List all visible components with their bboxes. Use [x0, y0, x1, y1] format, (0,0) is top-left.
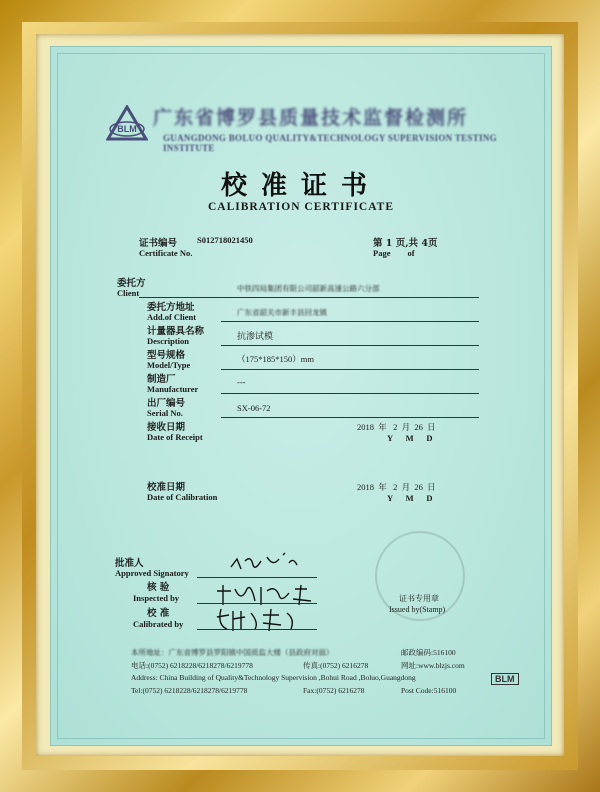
org-name-en: GUANGDONG BOLUO QUALITY&TECHNOLOGY SUPERVISION TESTING INSTITUTE	[163, 133, 497, 153]
approved-line	[197, 577, 317, 578]
title-cn: 校准证书	[220, 171, 381, 201]
calibrated-line	[197, 629, 317, 630]
approved-label-cn: 批准人	[115, 558, 144, 569]
footer-addr-cn: 本所地址：广东省博罗县罗阳镇中国质监大楼（县政府对面）	[131, 648, 334, 657]
footer-post-cn: 邮政编码:516100	[401, 648, 456, 657]
mfr-line	[221, 393, 479, 394]
addr-label-en: Add.of Client	[147, 312, 197, 322]
addr-line	[221, 321, 479, 322]
addr-label-cn: 委托方地址	[147, 302, 195, 313]
blm-logo-icon	[106, 105, 148, 143]
calib-label-en: Date of Calibration	[147, 492, 218, 502]
calibrated-label-cn: 校 准	[147, 608, 170, 619]
receipt-ymd: Y M D	[387, 433, 433, 443]
model-line	[221, 369, 479, 370]
calib-label-cn: 校准日期	[147, 482, 186, 493]
calibrated-signature	[211, 605, 321, 635]
org-name-cn: 广东省博罗县质量技术监督检测所	[153, 107, 469, 129]
serial-label-en: Serial No.	[147, 408, 183, 418]
page-info-en: Page of	[373, 248, 415, 258]
desc-label-en: Description	[147, 336, 190, 346]
desc-line	[221, 345, 479, 346]
calib-ymd: Y M D	[387, 493, 433, 503]
page-info-cn: 第 1 页,共 4页	[373, 238, 438, 249]
serial-value: SX-06-72	[237, 403, 271, 413]
model-value: （175*185*150）mm	[237, 354, 314, 364]
certificate-paper	[50, 46, 552, 746]
mfr-label-cn: 制造厂	[147, 374, 176, 385]
client-line	[139, 297, 479, 298]
cert-no-label-cn: 证书编号	[139, 238, 178, 249]
receipt-value: 2018 年 2 月 26 日	[357, 422, 436, 432]
footer-tel-cn: 电话:(0752) 6218228/6218278/6219778	[131, 661, 253, 670]
inspected-line	[197, 603, 317, 604]
model-label-cn: 型号规格	[147, 350, 186, 361]
addr-value: 广东省韶关市新丰县回龙镇	[237, 308, 327, 317]
calibrated-label-en: Calibrated by	[133, 619, 184, 629]
serial-label-cn: 出厂编号	[147, 398, 186, 409]
footer-web-cn: 网址:www.blzjs.com	[401, 661, 465, 670]
stamp-label-en: Issued by(Stamp)	[389, 605, 446, 614]
serial-line	[221, 417, 479, 418]
client-label-cn: 委托方	[117, 278, 146, 289]
receipt-label-en: Date of Receipt	[147, 432, 203, 442]
footer-fax-en: Fax:(0752) 6216278	[303, 686, 365, 695]
title-en: CALIBRATION CERTIFICATE	[207, 201, 395, 213]
model-label-en: Model/Type	[147, 360, 191, 370]
desc-value: 抗渗试模	[237, 331, 274, 341]
footer-tel-en: Tel:(0752) 6218228/6218278/6219778	[131, 686, 248, 695]
client-label-en: Client	[117, 288, 140, 298]
approved-label-en: Approved Signatory	[115, 568, 189, 578]
stamp-label-cn: 证书专用章	[399, 594, 439, 603]
mfr-label-en: Manufacturer	[147, 384, 199, 394]
footer-fax-cn: 传真:(0752) 6216278	[303, 661, 369, 670]
receipt-label-cn: 接收日期	[147, 422, 186, 433]
mfr-value: ---	[237, 377, 246, 387]
footer-blm-badge: BLM	[491, 673, 519, 685]
cert-no-label-en: Certificate No.	[139, 248, 193, 258]
inspected-label-cn: 核 验	[147, 582, 170, 593]
client-value: 中铁四局集团有限公司韶新高速公路六分部	[237, 284, 380, 293]
desc-label-cn: 计量器具名称	[147, 326, 205, 337]
inspected-label-en: Inspected by	[133, 593, 180, 603]
approved-signature	[227, 547, 307, 577]
calib-value: 2018 年 2 月 26 日	[357, 482, 436, 492]
footer-addr-en: Address: China Building of Quality&Technology Supervision ,Bohui Road ,Boluo,Guangdong	[131, 673, 416, 682]
logo-text: BLM	[117, 124, 137, 134]
footer-post-en: Post Code:516100	[401, 686, 457, 695]
cert-no-value: S012718021450	[197, 235, 253, 245]
